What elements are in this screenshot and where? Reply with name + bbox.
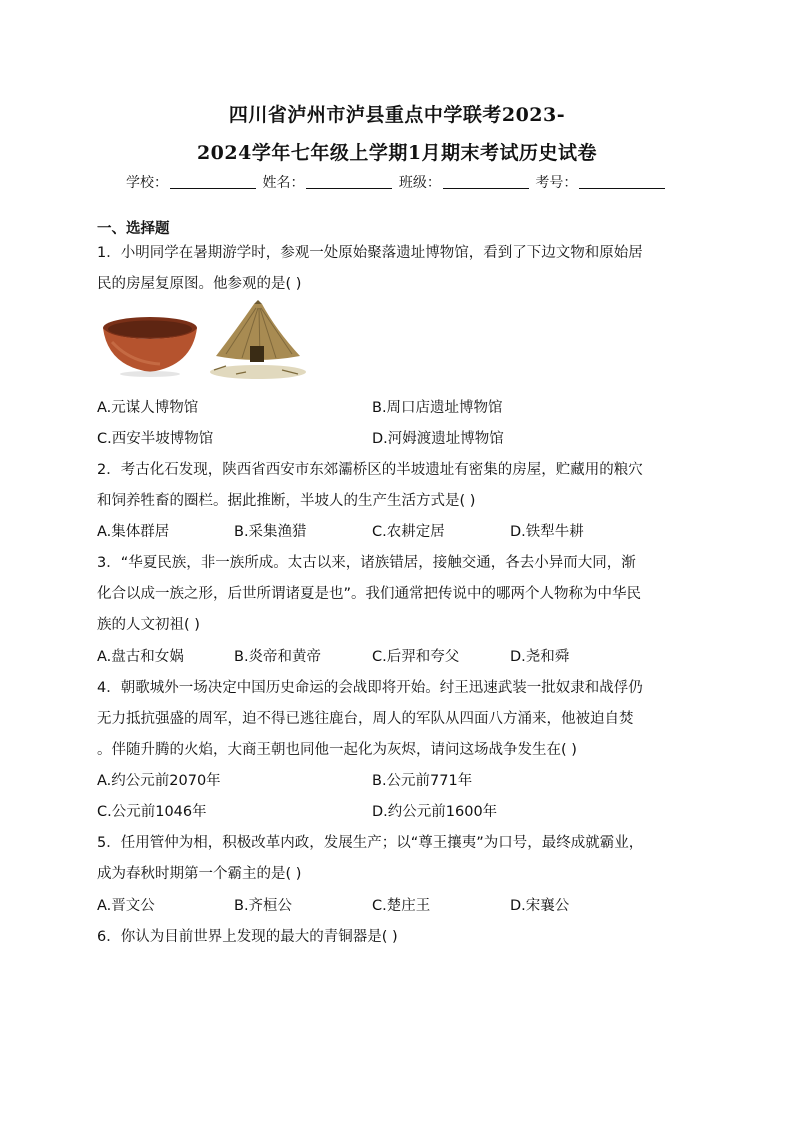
question-5-option-c[interactable]: C.楚庄王	[372, 898, 431, 914]
thatched-hut-image	[206, 300, 312, 382]
question-2-option-c[interactable]: C.农耕定居	[372, 524, 445, 540]
question-2-option-b[interactable]: B.采集渔猎	[234, 524, 307, 540]
question-5-option-a[interactable]: A.晋文公	[97, 898, 155, 914]
question-3-line-1: 3．“华夏民族，非一族所成。太古以来，诸族错居，接触交通，各去小异而大同，渐	[97, 555, 636, 571]
question-5-option-d[interactable]: D.宋襄公	[510, 898, 570, 914]
exam-title-line-1: 四川省泸州市泸县重点中学联考2023-	[228, 104, 566, 126]
question-1-option-d[interactable]: D.河姆渡遗址博物馆	[372, 431, 504, 447]
question-3-line-3: 族的人文初祖( )	[97, 617, 200, 633]
exam-title-line-2: 2024学年七年级上学期1月期末考试历史试卷	[196, 142, 598, 164]
question-2-option-a[interactable]: A.集体群居	[97, 524, 170, 540]
school-label: 学校：	[126, 175, 168, 191]
question-1-option-a[interactable]: A.元谋人博物馆	[97, 400, 199, 416]
name-label: 姓名：	[262, 175, 305, 191]
pottery-bowl-image	[100, 314, 200, 378]
question-3-option-c[interactable]: C.后羿和夸父	[372, 649, 460, 665]
question-4-option-d[interactable]: D.约公元前1600年	[372, 804, 498, 820]
number-label: 考号：	[535, 175, 578, 191]
question-4-option-a[interactable]: A.约公元前2070年	[97, 773, 221, 789]
question-3-option-a[interactable]: A.盘古和女娲	[97, 649, 184, 665]
question-1-line-1: 1．小明同学在暑期游学时，参观一处原始聚落遗址博物馆，看到了下边文物和原始居	[97, 245, 643, 261]
question-3-option-d[interactable]: D.尧和舜	[510, 649, 570, 665]
question-2-option-d[interactable]: D.铁犁牛耕	[510, 524, 584, 540]
section-title: 一、选择题	[97, 221, 170, 237]
question-1-line-2: 民的房屋复原图。他参观的是( )	[97, 276, 302, 292]
question-2-line-1: 2．考古化石发现，陕西省西安市东郊灞桥区的半坡遗址有密集的房屋，贮藏用的粮穴	[97, 462, 643, 478]
class-blank[interactable]	[443, 176, 529, 189]
class-label: 班级：	[398, 175, 441, 191]
name-blank[interactable]	[306, 176, 392, 189]
question-5-option-b[interactable]: B.齐桓公	[234, 898, 293, 914]
question-3-line-2: 化合以成一族之形，后世所谓诸夏是也”。我们通常把传说中的哪两个人物称为中华民	[97, 586, 642, 602]
question-3-option-b[interactable]: B.炎帝和黄帝	[234, 649, 322, 665]
question-5-line-2: 成为春秋时期第一个霸主的是( )	[97, 866, 302, 882]
question-4-line-1: 4．朝歌城外一场决定中国历史命运的会战即将开始。纣王迅速武装一批奴隶和战俘仍	[97, 680, 643, 696]
number-blank[interactable]	[579, 176, 665, 189]
question-1-option-c[interactable]: C.西安半坡博物馆	[97, 431, 214, 447]
question-4-option-c[interactable]: C.公元前1046年	[97, 804, 207, 820]
question-5-line-1: 5．任用管仲为相，积极改革内政，发展生产；以“尊王攘夷”为口号，最终成就霸业，	[97, 835, 644, 851]
question-4-line-2: 无力抵抗强盛的周军，迫不得已逃往鹿台，周人的军队从四面八方涌来，他被迫自焚	[97, 711, 634, 727]
question-4-line-3: 。伴随升腾的火焰，大商王朝也同他一起化为灰烬，请问这场战争发生在( )	[97, 742, 577, 758]
student-info-row	[126, 172, 667, 192]
school-blank[interactable]	[170, 176, 256, 189]
question-2-line-2: 和饲养牲畜的圈栏。据此推断，半坡人的生产生活方式是( )	[97, 493, 476, 509]
question-4-option-b[interactable]: B.公元前771年	[372, 773, 473, 789]
question-1-option-b[interactable]: B.周口店遗址博物馆	[372, 400, 503, 416]
question-6-line-1: 6．你认为目前世界上发现的最大的青铜器是( )	[97, 929, 398, 945]
